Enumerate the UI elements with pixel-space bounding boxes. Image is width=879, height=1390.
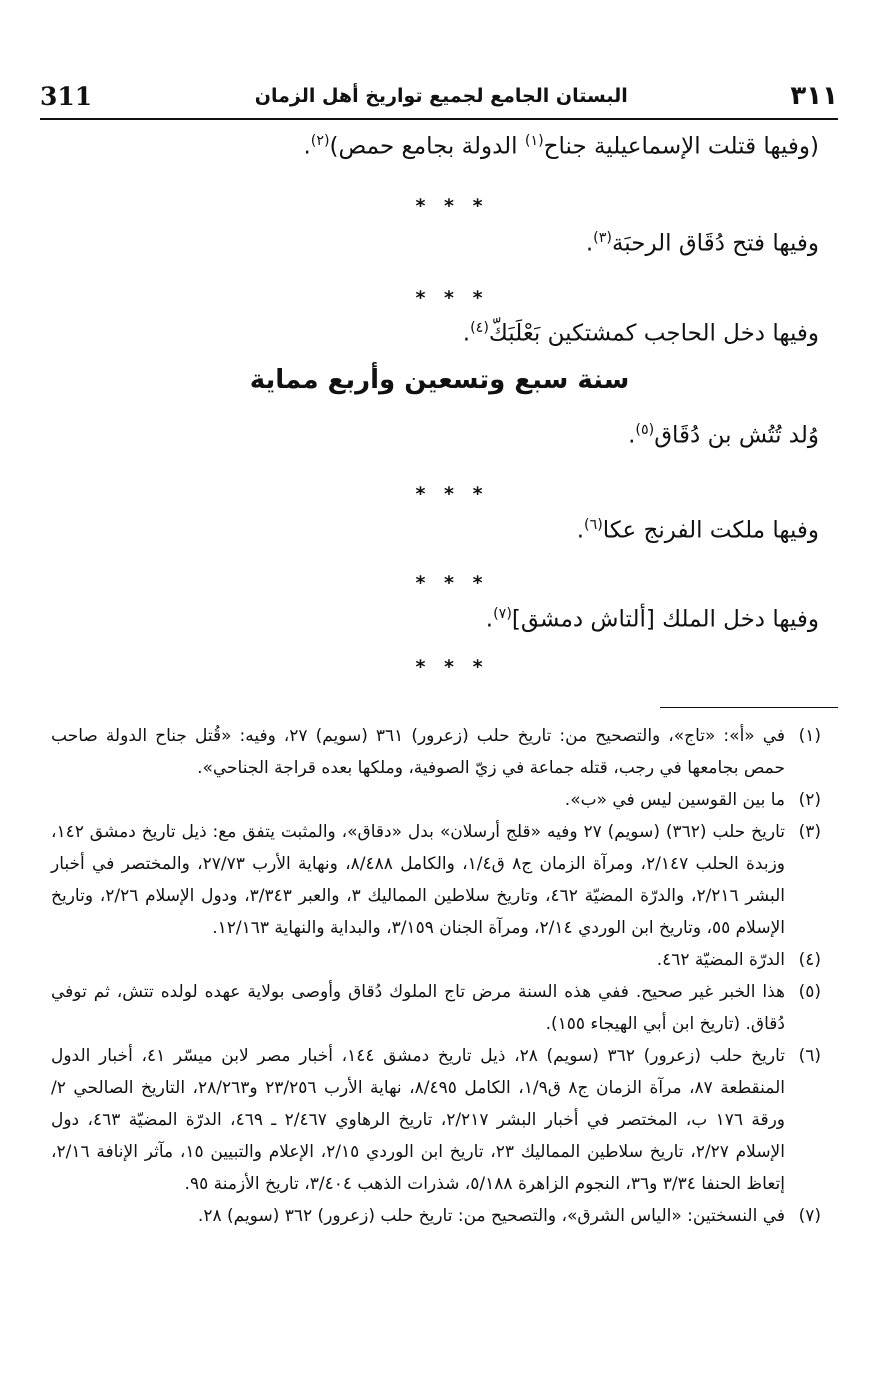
page-header: [40, 74, 838, 118]
text-line-2: وفيها فتح دُقَاق الرحبَة$^{(٣)}$.: [585, 230, 819, 257]
footnote-4: (٤)الدرّة المضيّة ٤٦٢.: [656, 950, 821, 970]
year-heading: سنة سبع وتسعين وأربع مماية: [249, 365, 630, 395]
footnote-3: (٣)تاريخ حلب (٣٦٢) (سويم) ٢٧ وفيه «قلج أرسلان» بدل «دقاق»، والمثبت يتفق مع: ذيل تاريخ دمشق ١٤٢، وزبدة الحلب ٢/١٤٧، ومرآة الزمان ج٨ ق١/٤، والكامل ٨/٤٨٨، ونهاية الأرب ٢٧/٧٣، والمختصر في أخبار البشر ٢/٢١٦، والدرّة المضيّة ٤٦٢، وتاريخ سلاطين المماليك ٣، والعبر ٣/٣٤٣، ودول الإسلام ٢/٢٦، وتاريخ الإسلام ٥٥، وتاريخ ابن الوردي ٢/١٤، ومرآة الجنان ٣/١٥٩، والبداية والنهاية ١٢/١٦٣.: [51, 822, 821, 938]
section-separator: * * *: [415, 483, 489, 505]
footnote-ref: (٧): [493, 606, 512, 622]
text-line-3: وفيها دخل الحاجب كمشتكين بَعْلَبَكّ$^{(٤)}$.: [462, 320, 819, 347]
footnote-5: (٥)هذا الخبر غير صحيح. ففي هذه السنة مرض تاج الملوك دُقاق وأوصى بولاية عهده لولده تتش، ثم توفي دُقاق. (تاريخ ابن أبي الهيجاء ١٥٥).: [51, 982, 821, 1034]
section-separator: * * *: [415, 656, 489, 678]
footnote-rule: [660, 707, 838, 708]
footnote-ref: (١): [524, 133, 544, 149]
text-line-5: وفيها ملكت الفرنج عكا$^{(٦)}$.: [576, 517, 819, 544]
text-line-6: وفيها دخل الملك [ألتاش دمشق]$^{(٧)}$.: [485, 606, 819, 633]
page-number-latin: 311: [40, 81, 93, 111]
footnote-6: (٦)تاريخ حلب (زعرور) ٣٦٢ (سويم) ٢٨، ذيل تاريخ دمشق ١٤٤، أخبار مصر لابن ميسّر ٤١، أخبار الدول المنقطعة ٨٧، مرآة الزمان ج٨ ق١/٩، الكامل ٨/٤٩٥، نهاية الأرب ٢٣/٢٥٦ و٢٨/٢٦٣، التاريخ الصالحي ٢/ورقة ١٧٦ ب، المختصر في أخبار البشر ٢/٢١٧، تاريخ الرهاوي ٢/٤٦٧ ـ ٤٦٩، الدرّة المضيّة ٤٦٣، دول الإسلام ٢/٢٧، تاريخ سلاطين المماليك ٢٣، تاريخ ابن الوردي ٢/١٥، الإعلام والتبيين ١٥، مآثر الإنافة ٢/١٦، إتعاظ الحنفا ٣/٣٤ و٣٦، النجوم الزاهرة ٥/١٨٨، شذرات الذهب ٣/٤٠٤، تاريخ الأزمنة ٩٥.: [51, 1046, 821, 1194]
footnotes: [51, 720, 821, 1232]
running-title: البستان الجامع لجميع تواريخ أهل الزمان: [254, 85, 628, 107]
text-line-1: (وفيها قتلت الإسماعيلية جناح$^{(١)}$ الدولة بجامع حمص)$^{(٢)}$.: [303, 133, 819, 160]
footnote-ref: (٤): [470, 320, 489, 336]
text-line-4: وُلد تُتُش بن دُقَاق$^{(٥)}$.: [628, 422, 819, 449]
footnote-ref: (٥): [635, 422, 655, 438]
header-rule: [40, 118, 838, 120]
footnote-7: (٧)في النسختين: «الياس الشرق»، والتصحيح من: تاريخ حلب (زعرور) ٣٦٢ (سويم) ٢٨.: [197, 1206, 821, 1226]
footnote-ref: (٣): [593, 230, 612, 246]
footnote-ref: (٢): [310, 133, 330, 149]
page-number-arabic: ٣١١: [790, 81, 838, 111]
section-separator: * * *: [415, 572, 489, 594]
footnote-2: (٢)ما بين القوسين ليس في «ب».: [564, 790, 821, 810]
footnote-1: (١)في «أ»: «تاج»، والتصحيح من: تاريخ حلب (زعرور) ٣٦١ (سويم) ٢٧، وفيه: «قُتل جناح الدولة صاحب حمص بجامعها في رجب، قتله جماعة في زيّ الصوفية، وملكها بعده قراجة الجناحي».: [51, 726, 821, 778]
section-separator: * * *: [415, 195, 489, 217]
section-separator: * * *: [415, 287, 489, 309]
footnote-ref: (٦): [584, 517, 603, 533]
